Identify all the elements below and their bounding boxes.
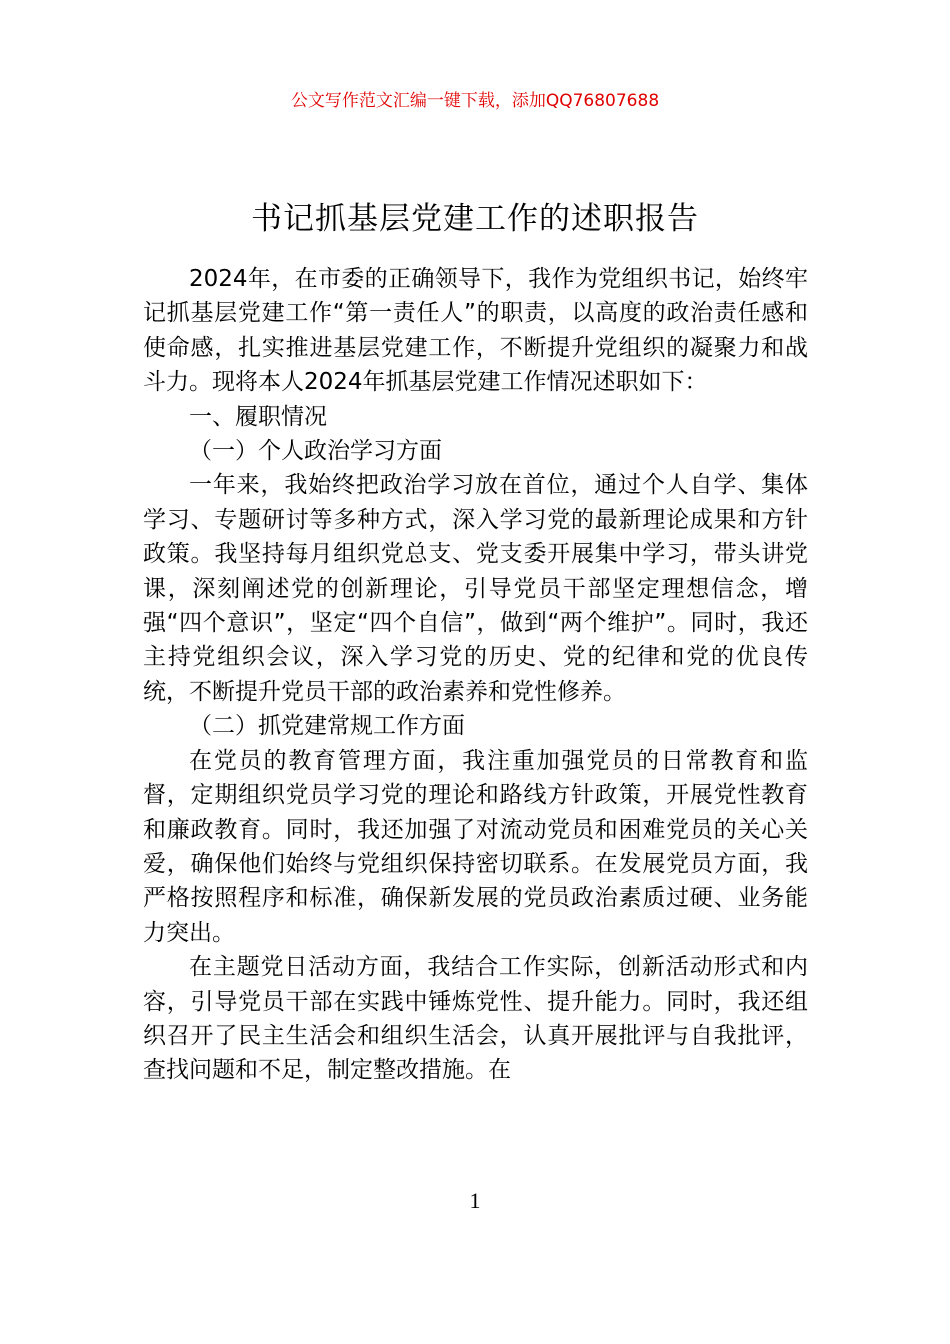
body-paragraph: 在主题党日活动方面，我结合工作实际，创新活动形式和内容，引导党员干部在实践中锤炼党性、提升能力。同时，我还组织召开了民主生活会和组织生活会，认真开展批评与自我批评，查找问题和不足，制定整改措施。在: [143, 954, 808, 1084]
page-number: 1: [469, 1188, 481, 1213]
subsection-heading-1: （一）个人政治学习方面: [189, 438, 442, 465]
section-heading-1: 一、履职情况: [189, 403, 327, 430]
subsection-heading-2: （二）抓党建常规工作方面: [189, 713, 465, 740]
header-download-note: 公文写作范文汇编一键下载，添加QQ76807688: [290, 91, 660, 111]
intro-paragraph: 2024年，在市委的正确领导下，我作为党组织书记，始终牢记抓基层党建工作“第一责任人”的职责，以高度的政治责任感和使命感，扎实推进基层党建工作，不断提升党组织的凝聚力和战斗力。现将本人2024年抓基层党建工作情况述职如下：: [143, 266, 808, 396]
document-body: [143, 262, 808, 1088]
body-paragraph: 一年来，我始终把政治学习放在首位，通过个人自学、集体学习、专题研讨等多种方式，深入学习党的最新理论成果和方针政策。我坚持每月组织党总支、党支委开展集中学习，带头讲党课，深刻阐述党的创新理论，引导党员干部坚定理想信念，增强“四个意识”，坚定“四个自信”，做到“两个维护”。同时，我还主持党组织会议，深入学习党的历史、党的纪律和党的优良传统，不断提升党员干部的政治素养和党性修养。: [143, 472, 808, 705]
document-title: 书记抓基层党建工作的述职报告: [251, 200, 699, 237]
body-paragraph: 在党员的教育管理方面，我注重加强党员的日常教育和监督，定期组织党员学习党的理论和路线方针政策，开展党性教育和廉政教育。同时，我还加强了对流动党员和困难党员的关心关爱，确保他们始终与党组织保持密切联系。在发展党员方面，我严格按照程序和标准，确保新发展的党员政治素质过硬、业务能力突出。: [143, 747, 808, 946]
